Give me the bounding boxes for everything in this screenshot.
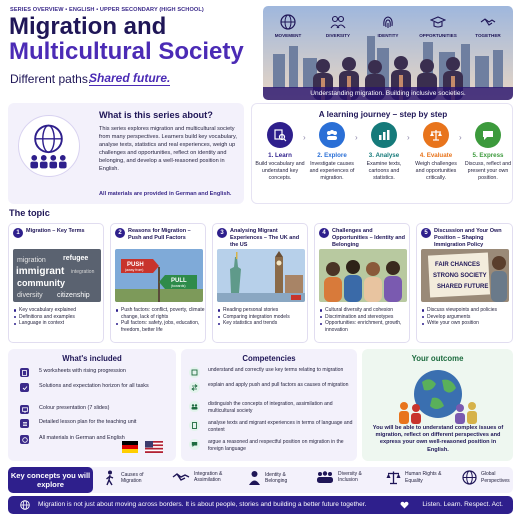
topic-bullet: Opportunities: enrichment, growth, innovation <box>319 320 409 333</box>
topic-bullet: Key statistics and trends <box>217 320 307 327</box>
hero-icon-label: IDENTITY <box>377 33 399 38</box>
topic-number: 4 <box>319 228 329 238</box>
step-desc: Examine texts, cartoons and statistics. <box>366 161 402 181</box>
topic-name: Reasons for Migration – Push and Pull Factors <box>128 228 191 241</box>
tagline-prefix: Different paths. <box>10 72 92 86</box>
footer-motto: Listen. Learn. Respect. Act. <box>422 501 503 508</box>
svg-text:FAIR CHANCES: FAIR CHANCES <box>435 262 481 268</box>
step-arrow: › <box>355 133 358 142</box>
topic-bullet-list <box>217 307 307 327</box>
included-item <box>20 419 170 428</box>
footer-banner <box>8 496 513 514</box>
included-item-text: Colour presentation (7 slides) <box>39 405 110 411</box>
landmarks-image <box>217 249 305 302</box>
journey-step-express <box>462 122 514 182</box>
topic-bullet: Language in context <box>13 320 103 327</box>
arrows-icon <box>189 382 200 393</box>
key-concept-item <box>462 470 511 485</box>
language-icon <box>20 435 29 444</box>
key-concept-item <box>248 470 301 486</box>
topic-number: 5 <box>421 228 431 238</box>
us-flag-icon <box>145 441 163 453</box>
handshake-icon <box>480 14 496 30</box>
walking-person-icon <box>104 470 117 486</box>
presentation-icon <box>20 405 29 414</box>
competency-text: analyse texts and migrant experiences in terms of language and content <box>208 420 353 433</box>
word-cloud-word: immigrant <box>16 266 65 277</box>
hero-item-identity <box>366 14 410 38</box>
hero-item-diversity <box>316 14 360 38</box>
key-concepts-label: Key concepts you will explore <box>8 467 93 493</box>
people-icon <box>330 14 346 30</box>
topic-bullet: Cultural diversity and cohesion <box>319 307 409 314</box>
hero-icon-label: MOVEMENT <box>274 33 302 38</box>
journey-step-learn <box>254 122 306 182</box>
key-concept-text: Diversity & Inclusion <box>338 470 362 483</box>
topic-card-2[interactable] <box>110 223 206 343</box>
step-desc: Discuss, reflect and present your own position. <box>464 161 512 181</box>
tagline-emphasis: Shared future. <box>89 71 171 85</box>
about-card <box>8 103 244 204</box>
svg-text:SHARED FUTURE: SHARED FUTURE <box>437 284 489 290</box>
included-item-text: 5 worksheets with rising progression <box>39 368 126 374</box>
step-title: 5. Express <box>472 152 504 159</box>
series-label: SERIES OVERVIEW • ENGLISH • UPPER SECONDARY (HIGH SCHOOL) <box>10 7 204 13</box>
competency-text: explain and apply push and pull factors as causes of migration <box>208 382 349 388</box>
topic-name: Discussion and Your Own Position – Shaping Immigration Policy <box>434 228 502 248</box>
about-note: All materials are provided in German and English. <box>99 191 232 197</box>
scales-icon <box>423 122 449 148</box>
key-concepts-bar <box>8 467 513 493</box>
german-flag-icon <box>122 441 138 453</box>
topic-name: Analysing Migrant Experiences – The UK and the US <box>230 228 300 248</box>
hero-item-opportunities <box>416 14 460 38</box>
topic-card-4[interactable] <box>314 223 410 343</box>
globe-people-icon <box>19 116 78 175</box>
scales-icon <box>386 470 401 485</box>
bar-chart-icon <box>371 122 397 148</box>
key-concept-item <box>104 470 159 486</box>
globe-puzzle-illustration <box>392 366 484 424</box>
included-item-text: Solutions and expectation horizon for all tasks <box>39 383 149 389</box>
graduation-cap-icon <box>430 14 446 30</box>
outcome-text: You will be able to understand complex issues of migration, reflect on different perspectives and express your own well-reasoned position in English. <box>372 425 504 453</box>
journey-step-evaluate <box>410 122 462 182</box>
topic-card-5[interactable] <box>416 223 513 343</box>
lesson-plan-icon <box>20 419 29 428</box>
hero-icon-label: TOGETHER <box>475 33 501 38</box>
topic-bullet-list <box>13 307 103 327</box>
hero-icon-label: DIVERSITY <box>325 33 351 38</box>
topic-number: 2 <box>115 228 125 238</box>
about-title: What is this series about? <box>99 110 213 120</box>
worksheet-icon <box>20 368 29 377</box>
word-cloud-word: migration <box>17 257 46 264</box>
key-concept-item <box>386 470 445 485</box>
competencies-title: Competencies <box>242 354 296 363</box>
hero-icon-row <box>263 14 513 38</box>
included-item <box>20 383 170 392</box>
topic-bullet: Discrimination and stereotypes <box>319 314 409 321</box>
pull-sign-sub: (towards) <box>171 284 186 288</box>
competency-item <box>189 420 353 433</box>
key-concept-text: Global Perspectives <box>481 471 510 484</box>
step-title: 3. Analyse <box>368 152 400 159</box>
topic-card-3[interactable] <box>212 223 308 343</box>
push-pull-signs-image <box>115 249 203 302</box>
step-title: 4. Evaluate <box>419 152 453 159</box>
topic-bullet-list <box>115 307 205 334</box>
topic-bullet: Comparing integration models <box>217 314 307 321</box>
heart-icon <box>400 501 409 509</box>
hero-caption: Understanding migration. Building inclusive societies. <box>263 87 513 100</box>
key-concept-item <box>172 470 234 484</box>
journey-step-analyse <box>358 122 410 182</box>
key-concept-text: Integration & Assimilation <box>194 470 223 483</box>
topic-title: The topic <box>9 208 50 218</box>
people-group-icon <box>316 470 334 484</box>
topic-bullet-list <box>421 307 511 327</box>
globe-icon <box>462 470 477 485</box>
competency-text: argue a reasoned and respectful position on migration in the foreign language <box>208 439 344 452</box>
hero-item-together <box>466 14 510 38</box>
word-cloud-word: citizenship <box>57 292 90 299</box>
hero-item-movement <box>266 14 310 38</box>
topic-bullet: Push factors: conflict, poverty, climate change, lack of rights <box>115 307 205 320</box>
topic-bullet: Develop arguments <box>421 314 511 321</box>
topic-bullet: Key vocabulary explained <box>13 307 103 314</box>
word-cloud-word: diversity <box>17 292 43 299</box>
outcome-title: Your outcome <box>411 354 464 363</box>
page-title-line-2: Multicultural Society <box>9 38 244 65</box>
footer-text: Migration is not just about moving across borders. It is about people, stories and building a better future together. <box>38 501 367 508</box>
journey-title: A learning journey – step by step <box>318 110 448 119</box>
globe-icon <box>280 14 296 30</box>
key-concept-text: Causes of Migration <box>121 471 144 484</box>
whats-included-card <box>8 349 176 461</box>
included-item-text: All materials in German and English <box>39 435 125 441</box>
topic-bullet: Discuss viewpoints and policies <box>421 307 511 314</box>
included-item <box>20 405 170 414</box>
speech-icon <box>189 439 200 450</box>
topic-card-1[interactable] <box>8 223 104 343</box>
competency-item <box>189 439 353 452</box>
competency-item <box>189 382 353 393</box>
outcome-card <box>362 349 513 461</box>
key-concept-text: Human Rights & Equality <box>405 471 442 484</box>
topic-bullet: Definitions and examples <box>13 314 103 321</box>
step-arrow: › <box>459 133 462 142</box>
competency-text: understand and correctly use key terms relating to migration <box>208 367 344 373</box>
word-cloud-word: community <box>17 278 66 288</box>
topic-number: 3 <box>217 228 227 238</box>
step-desc: Investigate causes and experiences of migration. <box>309 161 355 181</box>
included-item-text: Detailed lesson plan for the teaching unit <box>39 419 137 425</box>
topic-number: 1 <box>13 228 23 238</box>
step-desc: Weigh challenges and opportunities critically. <box>415 161 457 181</box>
learning-journey-card <box>251 103 513 204</box>
protest-sign-image <box>421 249 509 302</box>
included-item <box>20 368 170 377</box>
handshake-icon <box>172 470 190 484</box>
hero-icon-label: OPPORTUNITIES <box>419 33 457 38</box>
word-cloud-word: refugee <box>63 255 89 262</box>
speech-bubble-icon <box>475 122 501 148</box>
people-icon <box>189 401 200 412</box>
page-title-line-1: Migration and <box>9 13 167 40</box>
topic-bullet: Write your own position <box>421 320 511 327</box>
topic-bullet: Reading personal stories <box>217 307 307 314</box>
step-title: 1. Learn <box>268 152 292 159</box>
competency-item <box>189 401 353 414</box>
topic-bullet-list <box>319 307 409 334</box>
svg-text:STRONG SOCIETY: STRONG SOCIETY <box>433 273 487 279</box>
hero-image <box>263 6 513 100</box>
fingerprint-icon <box>380 14 396 30</box>
document-icon <box>189 420 200 431</box>
word-cloud-image <box>13 249 101 302</box>
step-title: 2. Explore <box>317 152 347 159</box>
word-cloud-word: integration <box>71 269 95 275</box>
group-icon <box>319 122 345 148</box>
vocabulary-icon <box>189 367 200 378</box>
topic-bullet: Pull factors: safety, jobs, education, freedom, better life <box>115 320 205 333</box>
competency-text: distinguish the concepts of integration, assimilation and multicultural society <box>208 401 333 414</box>
key-concept-item <box>316 470 374 484</box>
topic-name: Migration – Key Terms <box>26 228 85 234</box>
key-concept-text: Identity & Belonging <box>265 471 288 484</box>
push-sign-label: PUSH <box>127 262 144 268</box>
students-image <box>319 249 407 302</box>
step-desc: Build vocabulary and understand key concepts. <box>255 161 305 181</box>
push-sign-sub: (away from) <box>125 268 144 272</box>
competencies-card <box>181 349 357 461</box>
included-title: What's included <box>62 354 122 363</box>
globe-icon <box>20 500 30 510</box>
step-arrow: › <box>303 133 306 142</box>
competency-item <box>189 367 353 378</box>
person-icon <box>248 470 261 486</box>
about-illustration <box>18 115 80 177</box>
book-search-icon <box>267 122 293 148</box>
checklist-icon <box>20 383 29 392</box>
about-text: This series explores migration and multicultural society from many perspectives. Learners build key vocabulary, analyse texts, statistics and real experiences, weigh up challenges and opportunities, reflect on identity and belonging, and develop a well-reasoned position in English. <box>99 126 237 172</box>
step-arrow: › <box>407 133 410 142</box>
topic-name: Challenges and Opportunities – Identity and Belonging <box>332 228 406 248</box>
journey-step-explore <box>306 122 358 182</box>
pull-sign-label: PULL <box>171 278 187 284</box>
